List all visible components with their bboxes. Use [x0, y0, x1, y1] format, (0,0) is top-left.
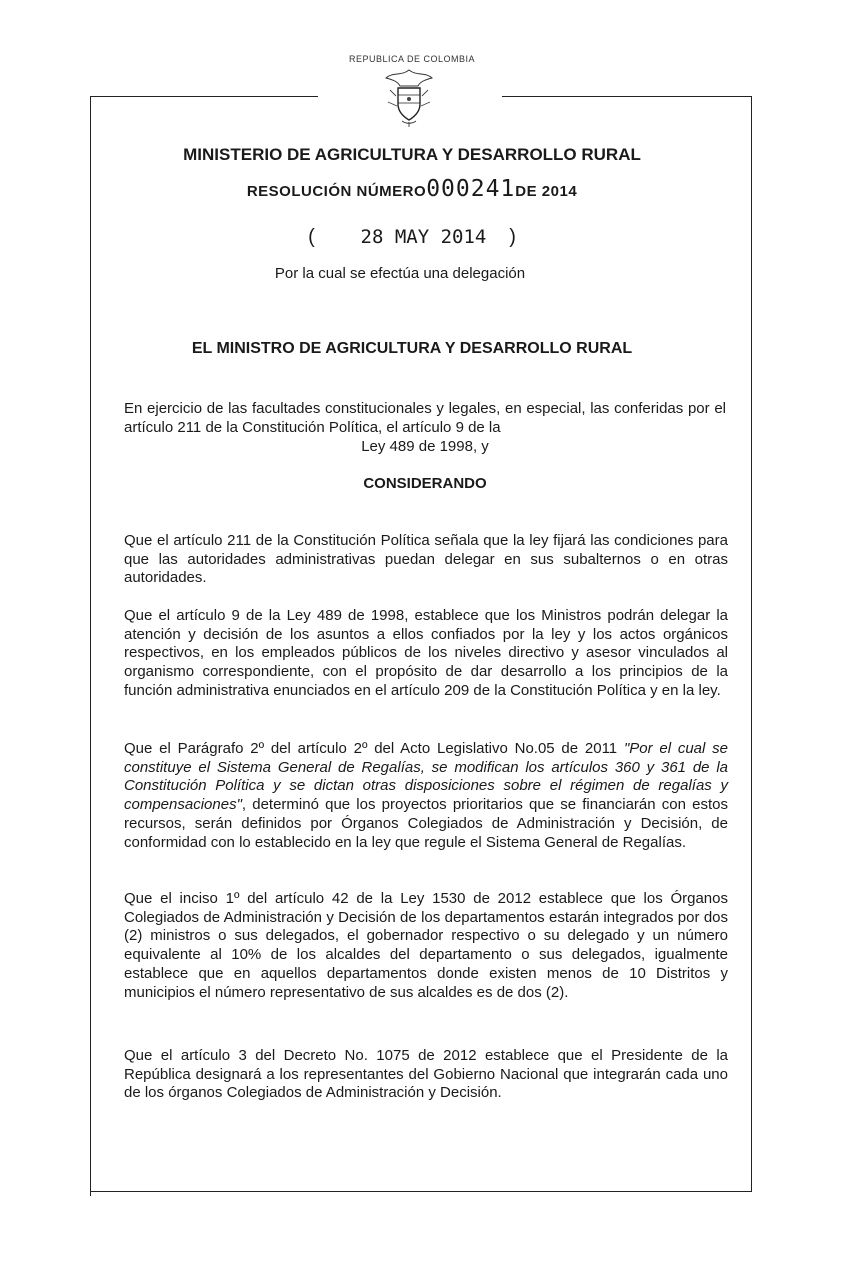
frame-top-right — [502, 96, 752, 97]
resolution-number: 000241 — [426, 176, 516, 202]
considerando-heading: CONSIDERANDO — [363, 475, 487, 492]
coat-of-arms-icon — [378, 66, 440, 128]
considerando-paragraph-2: Que el artículo 9 de la Ley 489 de 1998, establece que los Ministros podrán delegar la atención y decisión de los asuntos a ellos confiados por la ley y los actos orgánicos respectivos, en los empleados públicos de los niveles directivo y asesor vinculados al organismo correspondiente, con el propósito de dar desarrollo a los principios de la función administrativa enunciados en el artículo 209 de la Constitución Política y en la ley. — [124, 607, 728, 699]
frame-bottom-border — [90, 1191, 752, 1192]
frame-top-left — [90, 96, 318, 97]
resolution-year: DE 2014 — [515, 183, 578, 200]
powers-text-end: Ley 489 de 1998, y — [361, 438, 489, 455]
considerando-paragraph-5: Que el artículo 3 del Decreto No. 1075 de 2012 establece que el Presidente de la República designará a los representantes del Gobierno Nacional que integrarán cada uno de los órganos Colegiados de Administración y Decisión. — [124, 1047, 728, 1102]
resolution-subtitle: Por la cual se efectúa una delegación — [274, 265, 526, 282]
paragraph-3-quote: "Por el cual se constituye el Sistema General de Regalías, se modifican los artículos 360 y 361 de la Constitución Política y se dictan otras disposiciones sobre el régimen de regalías y compensaciones" — [124, 740, 728, 814]
date-open-paren: ( — [308, 226, 315, 248]
date-value: 28 MAY 2014 — [360, 226, 487, 248]
paragraph-3-start: Que el Parágrafo 2º del artículo 2º del Acto Legislativo No.05 de 2011 — [124, 740, 624, 757]
resolution-label: RESOLUCIÓN NÚMERO — [246, 183, 427, 200]
considerando-paragraph-4: Que el inciso 1º del artículo 42 de la Ley 1530 de 2012 establece que los Órganos Colegiados de Administración y Decisión de los departamentos estarán integrados por dos (2) ministros o sus delegados, el gobernador respectivo o su delegado y un número equivalente al 10% de los alcaldes del departamento o sus delegados, igualmente establece que en aquellos departamentos donde existen menos de 10 Distritos y municipios el número representativo de sus alcaldes es de dos (2). — [124, 890, 728, 1001]
minister-heading: EL MINISTRO DE AGRICULTURA Y DESARROLLO RURAL — [191, 340, 633, 357]
frame-right-border — [751, 96, 752, 1192]
considerando-paragraph-1: Que el artículo 211 de la Constitución Política señala que la ley fijará las condiciones para que las autoridades administrativas puedan delegar en sus subalternos o en otras autoridades. — [124, 532, 728, 587]
frame-left-border — [90, 96, 91, 1196]
resolution-line — [0, 176, 824, 202]
powers-text: En ejercicio de las facultades constitucionales y legales, en especial, las conferidas por el artículo 211 de la Constitución Política, el artículo 9 de la — [124, 400, 726, 436]
ministry-title: MINISTERIO DE AGRICULTURA Y DESARROLLO RURAL — [183, 145, 641, 164]
resolution-date — [0, 226, 824, 249]
powers-paragraph — [124, 399, 726, 456]
republica-heading: REPUBLICA DE COLOMBIA — [348, 54, 476, 64]
date-close-paren: ) — [509, 226, 516, 248]
considerando-paragraph-3 — [124, 740, 728, 852]
paragraph-3-end: , determinó que los proyectos prioritarios que se financiarán con estos recursos, serán definidos por Órganos Colegiados de Administración y Decisión, de conformidad con lo establecido en la ley que regule el Sistema General de Regalías. — [124, 796, 728, 851]
